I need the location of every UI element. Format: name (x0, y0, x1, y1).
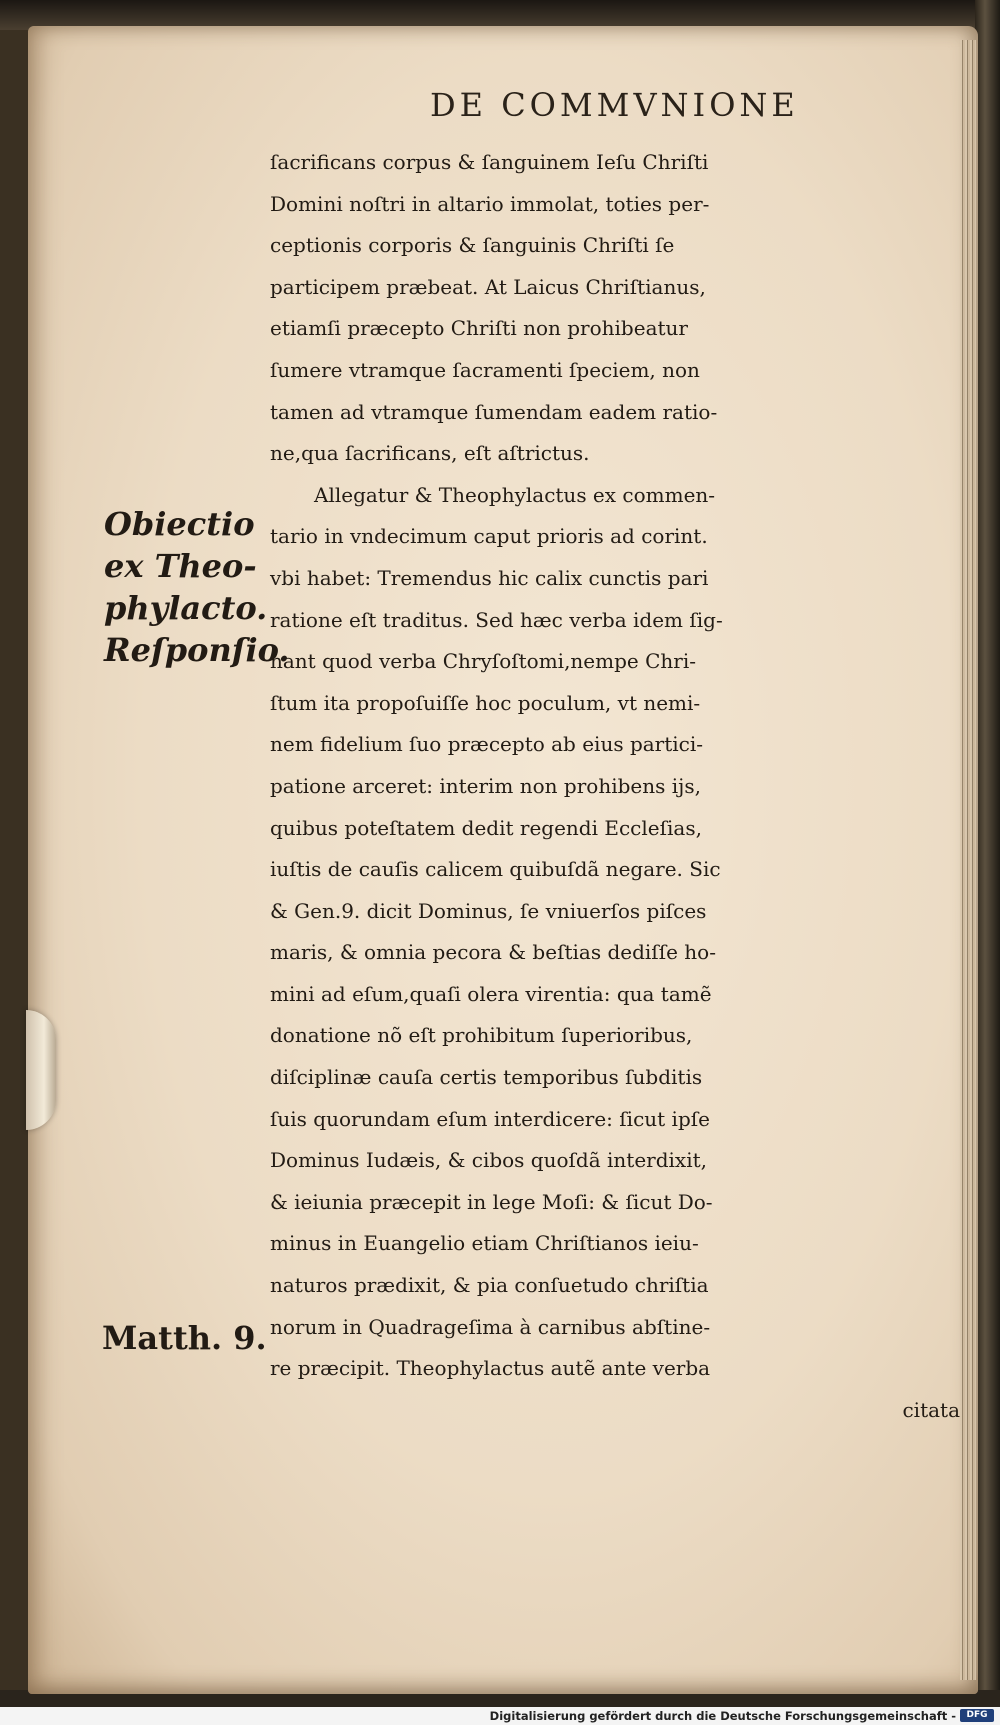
margin-note-matth: Matth. 9. (102, 1319, 267, 1357)
funding-credit: Digitalisierung gefördert durch die Deutsche Forschungsgemeinschaft - (489, 1709, 956, 1723)
text-line: ſacrificans corpus & ſanguinem Ieſu Chriſti (270, 150, 709, 174)
text-line: re præcipit. Theophylactus autẽ ante verba (270, 1356, 711, 1381)
margin-note-obiectio: ex Theo- (104, 547, 257, 585)
text-line: ſumere vtramque ſacramenti ſpeciem, non (270, 357, 700, 382)
text-line: Domini noſtri in altario immolat, toties per- (270, 191, 710, 216)
text-line: ceptionis corporis & ſanguinis Chriſti ſe (270, 233, 675, 258)
margin-note-obiectio: Obiectio (104, 505, 255, 543)
text-line: donatione nõ eſt prohibitum ſuperioribus, (270, 1023, 693, 1048)
catchword: citata (902, 1397, 960, 1422)
running-header: DE COMMVNIONE (430, 86, 799, 124)
text-line: ratione eſt traditus. Sed hæc verba idem ſig- (270, 607, 723, 632)
text-line: ſtum ita propoſuiſſe hoc poculum, vt nemi- (270, 690, 701, 715)
text-line: tamen ad vtramque ſumendam eadem ratio- (270, 399, 718, 424)
text-line: Allegatur & Theophylactus ex commen- (314, 482, 716, 507)
text-line: minus in Euangelio etiam Chriſtianos ieiu- (270, 1231, 699, 1256)
text-line: nem fidelium ſuo præcepto ab eius partici- (270, 732, 704, 757)
text-line: ne,qua ſacrificans, eſt aſtrictus. (270, 441, 590, 466)
dfg-logo-icon: DFG (960, 1709, 994, 1722)
text-line: etiamſi præcepto Chriſti non prohibeatur (270, 316, 688, 341)
margin-note-responsio: Reſponſio. (104, 631, 290, 669)
text-line: nant quod verba Chryſoſtomi,nempe Chri- (270, 649, 697, 674)
text-line: vbi habet: Tremendus hic calix cunctis pari (270, 565, 709, 590)
text-line: Dominus Iudæis, & cibos quoſdã interdixit, (270, 1148, 707, 1173)
body-text (270, 142, 970, 1431)
text-line: tario in vndecimum caput prioris ad corint. (270, 524, 708, 549)
text-line: mini ad eſum,quaſi olera virentia: qua tamẽ (270, 981, 712, 1006)
text-line: diſciplinæ cauſa certis temporibus ſubditis (270, 1065, 703, 1090)
text-line: participem præbeat. At Laicus Chriſtianus, (270, 274, 706, 299)
text-line: patione arceret: interim non prohibens ijs, (270, 773, 701, 798)
text-line: ſuis quorundam eſum interdicere: ſicut ipſe (270, 1106, 710, 1131)
text-line: & Gen.9. dicit Dominus, ſe vniuerſos piſces (270, 898, 707, 923)
text-line: naturos prædixit, & pia conſuetudo chriſtia (270, 1273, 709, 1298)
book-clasp (26, 1010, 56, 1130)
text-line: iuſtis de cauſis calicem quibuſdã negare. Sic (270, 857, 721, 882)
text-line: quibus poteſtatem dedit regendi Eccleſias, (270, 815, 702, 840)
margin-note-obiectio: phylacto. (104, 589, 268, 627)
text-line: & ieiunia præcepit in lege Moſi: & ſicut Do- (270, 1189, 713, 1214)
text-line: norum in Quadrageſima à carnibus abſtine- (270, 1314, 711, 1339)
book-right-edge (975, 0, 1000, 1725)
text-line: maris, & omnia pecora & beſtias dediſſe ho- (270, 940, 716, 965)
